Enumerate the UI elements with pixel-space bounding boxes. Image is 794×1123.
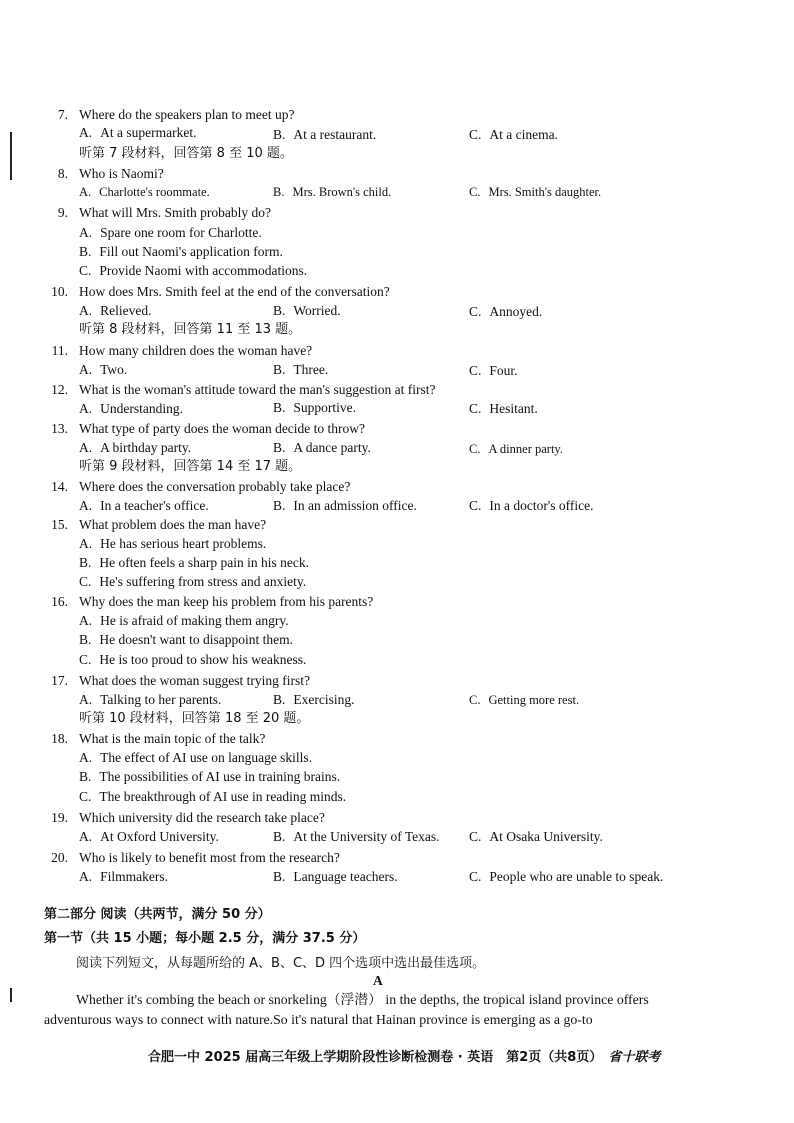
option-c[interactable]: C. Annoyed. bbox=[469, 304, 543, 319]
question-number: 16. bbox=[51, 594, 68, 609]
question-number: 14. bbox=[51, 479, 68, 494]
option-c[interactable]: C. Getting more rest. bbox=[469, 693, 580, 707]
scan-margin-mark bbox=[10, 132, 12, 180]
option-b[interactable]: B. Three. bbox=[273, 362, 329, 377]
question-stem: What type of party does the woman decide to throw? bbox=[79, 421, 366, 436]
option-a[interactable]: A. Relieved. bbox=[79, 303, 152, 318]
option-b[interactable]: B. Mrs. Brown's child. bbox=[273, 185, 392, 199]
question-stem: What problem does the man have? bbox=[79, 517, 267, 532]
option-b[interactable]: B. Fill out Naomi's application form. bbox=[79, 244, 283, 259]
question-number: 18. bbox=[51, 731, 68, 746]
option-a[interactable]: A. Talking to her parents. bbox=[79, 692, 222, 707]
question-stem: Who is Naomi? bbox=[79, 166, 164, 181]
listening-instruction: 听第 7 段材料，回答第 8 至 10 题。 bbox=[79, 146, 293, 161]
option-a[interactable]: A. At a supermarket. bbox=[79, 125, 197, 140]
option-b[interactable]: B. Worried. bbox=[273, 303, 341, 318]
option-c[interactable]: C. People who are unable to speak. bbox=[469, 869, 664, 884]
question-number: 10. bbox=[51, 284, 68, 299]
option-c[interactable]: C. At Osaka University. bbox=[469, 829, 603, 844]
option-b[interactable]: B. In an admission office. bbox=[273, 498, 417, 513]
option-b[interactable]: B. A dance party. bbox=[273, 440, 371, 455]
option-b[interactable]: B. Exercising. bbox=[273, 692, 355, 707]
option-a[interactable]: A. Charlotte's roommate. bbox=[79, 185, 210, 199]
option-b[interactable]: B. Language teachers. bbox=[273, 869, 398, 884]
question-number: 8. bbox=[57, 166, 68, 181]
question-stem: What will Mrs. Smith probably do? bbox=[79, 205, 271, 220]
footer-text: 合肥一中 2025 届高三年级上学期阶段性诊断检测卷 · 英语 第2页（共8页） bbox=[148, 1050, 603, 1065]
question-number: 7. bbox=[57, 107, 68, 122]
option-c[interactable]: C. A dinner party. bbox=[469, 442, 563, 456]
footer-brand: 省十联考 bbox=[608, 1050, 661, 1065]
question-stem: Why does the man keep his problem from his parents? bbox=[79, 594, 374, 609]
passage-line: Whether it's combing the beach or snorkeling（浮潜） in the depths, the tropical island province offers bbox=[76, 992, 649, 1007]
listening-instruction: 听第 9 段材料，回答第 14 至 17 题。 bbox=[79, 459, 302, 474]
section-title: 第一节（共 15 小题；每小题 2.5 分，满分 37.5 分） bbox=[44, 931, 366, 946]
part-title: 第二部分 阅读（共两节，满分 50 分） bbox=[44, 907, 271, 922]
question-stem: What is the main topic of the talk? bbox=[79, 731, 266, 746]
listening-instruction: 听第 8 段材料，回答第 11 至 13 题。 bbox=[79, 322, 302, 337]
question-number: 11. bbox=[51, 343, 68, 358]
page-footer bbox=[148, 1046, 660, 1065]
option-c[interactable]: C. At a cinema. bbox=[469, 127, 558, 142]
question-number: 15. bbox=[51, 517, 68, 532]
option-c[interactable]: C. He is too proud to show his weakness. bbox=[79, 652, 307, 667]
option-a[interactable]: A. Two. bbox=[79, 362, 128, 377]
question-stem: Where do the speakers plan to meet up? bbox=[79, 107, 295, 122]
option-a[interactable]: A. Spare one room for Charlotte. bbox=[79, 225, 262, 240]
option-a[interactable]: A. A birthday party. bbox=[79, 440, 192, 455]
reading-directions: 阅读下列短文，从每题所给的 A、B、C、D 四个选项中选出最佳选项。 bbox=[76, 956, 486, 971]
question-number: 19. bbox=[51, 810, 68, 825]
question-stem: How does Mrs. Smith feel at the end of the conversation? bbox=[79, 284, 390, 299]
option-a[interactable]: A. In a teacher's office. bbox=[79, 498, 209, 513]
scan-margin-mark bbox=[10, 988, 12, 1002]
passage-label: A bbox=[373, 973, 383, 988]
question-number: 17. bbox=[51, 673, 68, 688]
option-c[interactable]: C. Hesitant. bbox=[469, 401, 538, 416]
option-c[interactable]: C. The breakthrough of AI use in reading minds. bbox=[79, 789, 347, 804]
option-b[interactable]: B. The possibilities of AI use in training brains. bbox=[79, 769, 341, 784]
option-a[interactable]: A. He has serious heart problems. bbox=[79, 536, 267, 551]
option-b[interactable]: B. Supportive. bbox=[273, 400, 357, 415]
option-a[interactable]: A. He is afraid of making them angry. bbox=[79, 613, 289, 628]
question-stem: What does the woman suggest trying first? bbox=[79, 673, 310, 688]
option-c[interactable]: C. Provide Naomi with accommodations. bbox=[79, 263, 308, 278]
question-number: 12. bbox=[51, 382, 68, 397]
option-c[interactable]: C. Four. bbox=[469, 363, 518, 378]
option-c[interactable]: C. He's suffering from stress and anxiety. bbox=[79, 574, 307, 589]
question-stem: How many children does the woman have? bbox=[79, 343, 313, 358]
question-number: 20. bbox=[51, 850, 68, 865]
listening-instruction: 听第 10 段材料，回答第 18 至 20 题。 bbox=[79, 711, 310, 726]
option-c[interactable]: C. Mrs. Smith's daughter. bbox=[469, 185, 602, 199]
question-stem: Where does the conversation probably take place? bbox=[79, 479, 351, 494]
question-stem: Who is likely to benefit most from the research? bbox=[79, 850, 340, 865]
option-c[interactable]: C. In a doctor's office. bbox=[469, 498, 594, 513]
question-number: 13. bbox=[51, 421, 68, 436]
option-a[interactable]: A. The effect of AI use on language skills. bbox=[79, 750, 313, 765]
option-b[interactable]: B. He doesn't want to disappoint them. bbox=[79, 632, 294, 647]
question-stem: Which university did the research take place? bbox=[79, 810, 325, 825]
option-a[interactable]: A. Understanding. bbox=[79, 401, 183, 416]
question-stem: What is the woman's attitude toward the man's suggestion at first? bbox=[79, 382, 436, 397]
option-b[interactable]: B. At the University of Texas. bbox=[273, 829, 440, 844]
question-number: 9. bbox=[57, 205, 68, 220]
option-b[interactable]: B. At a restaurant. bbox=[273, 127, 377, 142]
option-a[interactable]: A. Filmmakers. bbox=[79, 869, 168, 884]
passage-line: adventurous ways to connect with nature.So it's natural that Hainan province is emerging as a go-to bbox=[44, 1012, 593, 1027]
option-b[interactable]: B. He often feels a sharp pain in his neck. bbox=[79, 555, 309, 570]
option-a[interactable]: A. At Oxford University. bbox=[79, 829, 219, 844]
